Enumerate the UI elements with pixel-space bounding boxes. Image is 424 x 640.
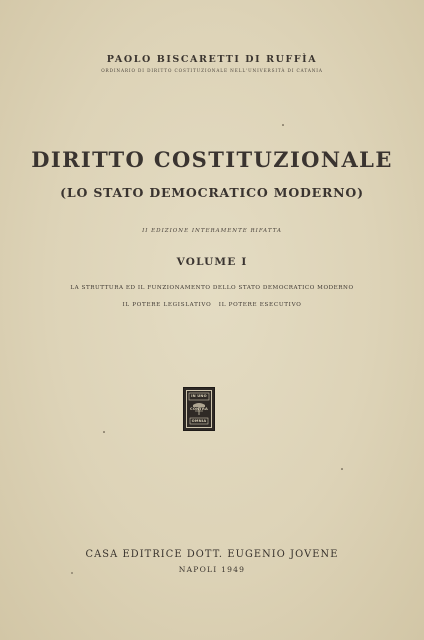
- author-name: PAOLO BISCARETTI DI RUFFÌA: [106, 54, 318, 65]
- publication-place-year: NAPOLI 1949: [178, 565, 246, 574]
- volume-description-line-2: IL POTERE LEGISLATIVO IL POTERE ESECUTIVO: [122, 302, 302, 308]
- edition-note: II EDIZIONE INTERAMENTE RIFATTA: [142, 228, 282, 234]
- publisher-emblem-frame: [186, 390, 212, 428]
- paper-speck: [282, 124, 284, 126]
- emblem-text-2: CONTRA: [190, 407, 208, 411]
- book-title: DIRITTO COSTITUZIONALE: [31, 147, 393, 172]
- volume-label: VOLUME I: [176, 256, 248, 268]
- paper-speck: [341, 468, 343, 470]
- paper-speck: [71, 572, 73, 574]
- publisher-emblem: [183, 387, 215, 431]
- paper-speck: [103, 431, 105, 433]
- emblem-text-1: IN UNO: [191, 394, 207, 398]
- book-subtitle: (LO STATO DEMOCRATICO MODERNO): [60, 185, 364, 200]
- author-affiliation: ORDINARIO DI DIRITTO COSTITUZIONALE NELL'UNIVERSITÀ DI CATANIA: [101, 68, 323, 73]
- volume-description-line-1: LA STRUTTURA ED IL FUNZIONAMENTO DELLO STATO DEMOCRATICO MODERNO: [70, 285, 354, 291]
- emblem-text-3: OMNIA: [191, 419, 207, 423]
- publisher-name: CASA EDITRICE DOTT. EUGENIO JOVENE: [85, 549, 339, 560]
